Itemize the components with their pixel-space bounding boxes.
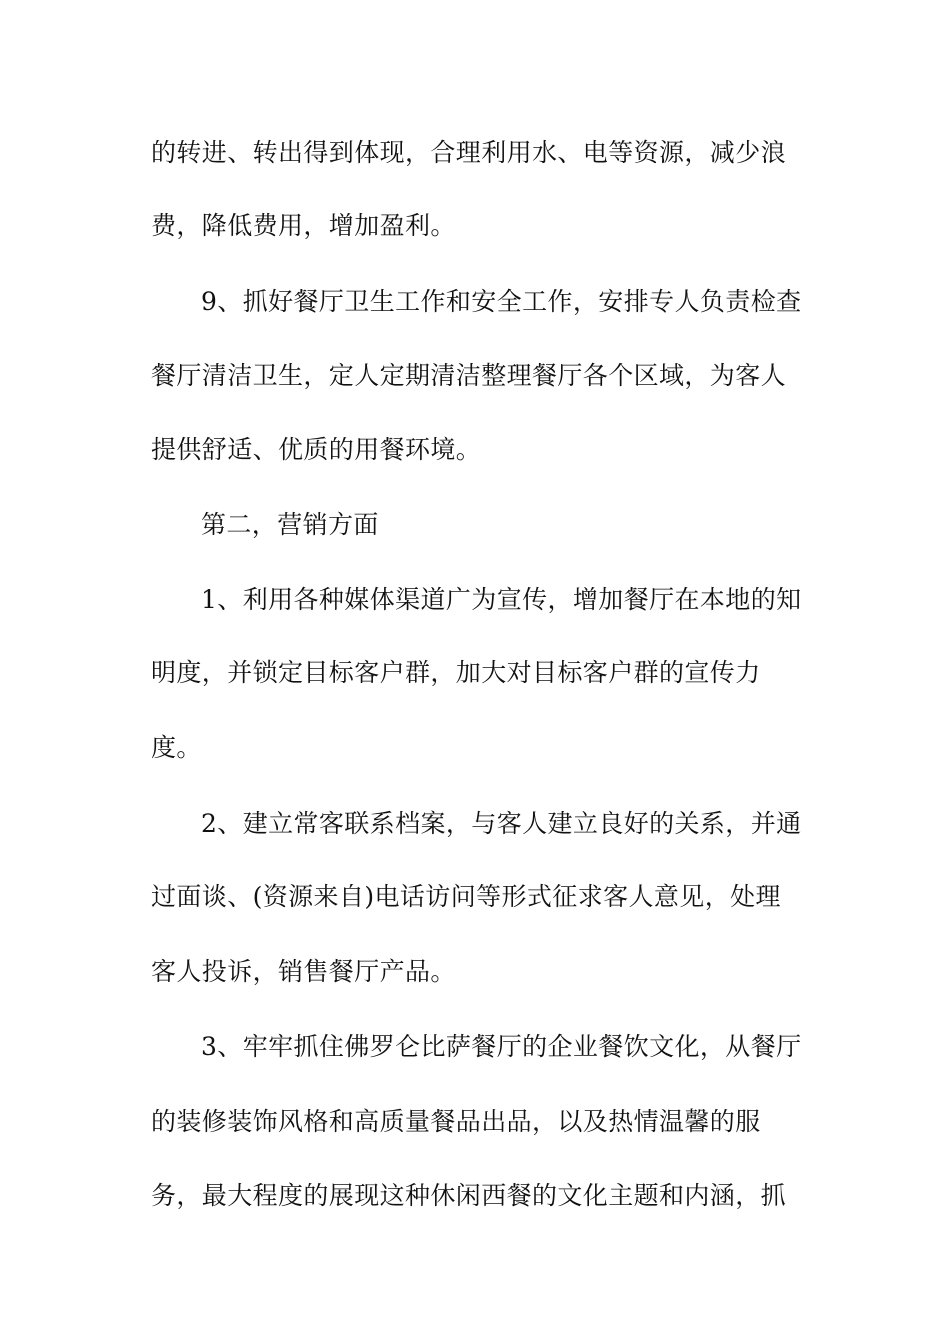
- paragraph-line: 过面谈、(资源来自)电话访问等形式征求客人意见，处理: [151, 882, 781, 911]
- paragraph-line: 提供舒适、优质的用餐环境。: [151, 435, 482, 464]
- paragraph-line: 的装修装饰风格和高质量餐品出品，以及热情温馨的服: [151, 1107, 761, 1136]
- list-item-line: 3、牢牢抓住佛罗仑比萨餐厅的企业餐饮文化，从餐厅: [201, 1032, 802, 1061]
- list-item-line: 9、抓好餐厅卫生工作和安全工作，安排专人负责检查: [201, 287, 802, 316]
- list-item-line: 2、建立常客联系档案，与客人建立良好的关系，并通: [201, 809, 802, 838]
- section-heading: 第二，营销方面: [201, 510, 379, 539]
- paragraph-line: 客人投诉，销售餐厅产品。: [151, 957, 456, 986]
- paragraph-line: 费，降低费用，增加盈利。: [151, 211, 456, 240]
- paragraph-line: 餐厅清洁卫生，定人定期清洁整理餐厅各个区域，为客人: [151, 361, 787, 390]
- paragraph-line: 务，最大程度的展现这种休闲西餐的文化主题和内涵，抓: [151, 1181, 787, 1210]
- paragraph-line: 明度，并锁定目标客户群，加大对目标客户群的宣传力: [151, 658, 761, 687]
- paragraph-line: 的转进、转出得到体现，合理利用水、电等资源，减少浪: [151, 138, 787, 167]
- list-item-line: 1、利用各种媒体渠道广为宣传，增加餐厅在本地的知: [201, 585, 802, 614]
- paragraph-line: 度。: [151, 733, 202, 762]
